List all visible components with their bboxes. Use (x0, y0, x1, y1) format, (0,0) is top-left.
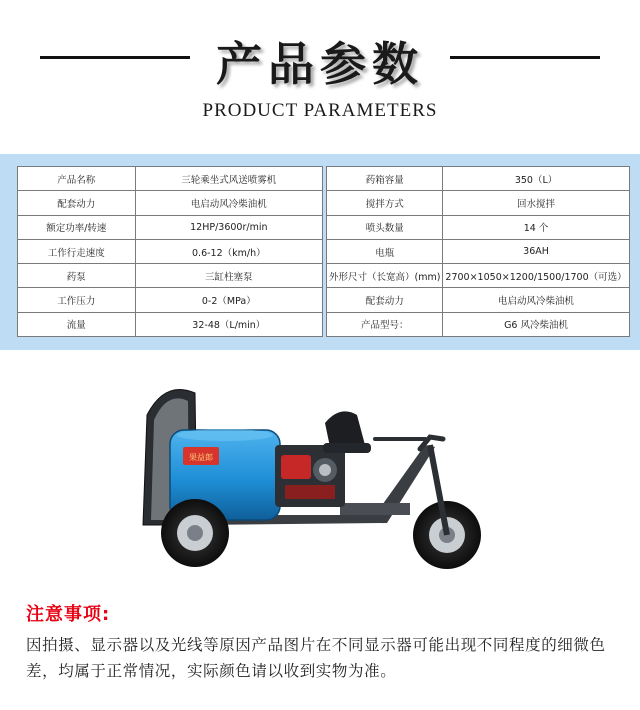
spec-value: 12HP/3600r/min (135, 215, 322, 239)
spec-row (18, 288, 323, 312)
spec-label: 外形尺寸（长宽高）(mm) (327, 264, 443, 288)
spec-row (18, 239, 323, 263)
spec-label: 药箱容量 (327, 167, 443, 191)
spec-value: G6 风冷柴油机 (443, 312, 629, 336)
spec-label: 电瓶 (327, 239, 443, 263)
spec-label: 产品名称 (18, 167, 136, 191)
spec-row (327, 264, 630, 288)
spec-value: 350（L） (443, 167, 629, 191)
notice-title: 注意事项: (26, 604, 111, 625)
spec-value: 2700×1050×1200/1500/1700（可选） (443, 264, 629, 288)
sprayer-machine-image (125, 375, 500, 575)
spec-row (327, 239, 630, 263)
spec-label: 药泵 (18, 264, 136, 288)
spec-value: 三缸柱塞泵 (135, 264, 322, 288)
seat (325, 411, 365, 447)
spec-row (327, 191, 630, 215)
spec-label: 工作行走速度 (18, 239, 136, 263)
spec-label: 流量 (18, 312, 136, 336)
spec-row (18, 312, 323, 336)
spec-row (327, 288, 630, 312)
spec-value: 电启动风冷柴油机 (443, 288, 629, 312)
spec-row (18, 167, 323, 191)
spec-label: 配套动力 (18, 191, 136, 215)
spec-table-left (17, 166, 323, 337)
spec-value: 32-48（L/min） (135, 312, 322, 336)
spec-row (18, 215, 323, 239)
spec-row (327, 215, 630, 239)
spec-label: 产品型号： (327, 312, 443, 336)
spec-label: 喷头数量 (327, 215, 443, 239)
section-title-zh: 产品参数 (216, 37, 424, 91)
spec-table-right (326, 166, 630, 337)
spec-label: 配套动力 (327, 288, 443, 312)
spec-label: 搅拌方式 (327, 191, 443, 215)
spec-row (18, 191, 323, 215)
section-title-en: PRODUCT PARAMETERS (202, 100, 438, 121)
brand-badge-text: 果益郎 (189, 453, 213, 462)
spec-label: 工作压力 (18, 288, 136, 312)
spec-value: 电启动风冷柴油机 (135, 191, 322, 215)
spec-band (0, 154, 640, 350)
spec-value: 14 个 (443, 215, 629, 239)
spec-value: 36AH (443, 239, 629, 263)
spec-label: 额定功率/转速 (18, 215, 136, 239)
spec-value: 三轮乘坐式风送喷雾机 (135, 167, 322, 191)
notice-body: 因拍摄、显示器以及光线等原因产品图片在不同显示器可能出现不同程度的细微色差，均属于正常情况，实际颜色请以收到实物为准。 (26, 636, 606, 680)
spec-value: 0-2（MPa） (135, 288, 322, 312)
spec-row (327, 312, 630, 336)
rear-wheel (161, 499, 229, 567)
spec-value: 0.6-12（km/h） (135, 239, 322, 263)
spec-value: 回水搅拌 (443, 191, 629, 215)
spec-row (18, 264, 323, 288)
section-header (0, 0, 640, 150)
spec-row (327, 167, 630, 191)
